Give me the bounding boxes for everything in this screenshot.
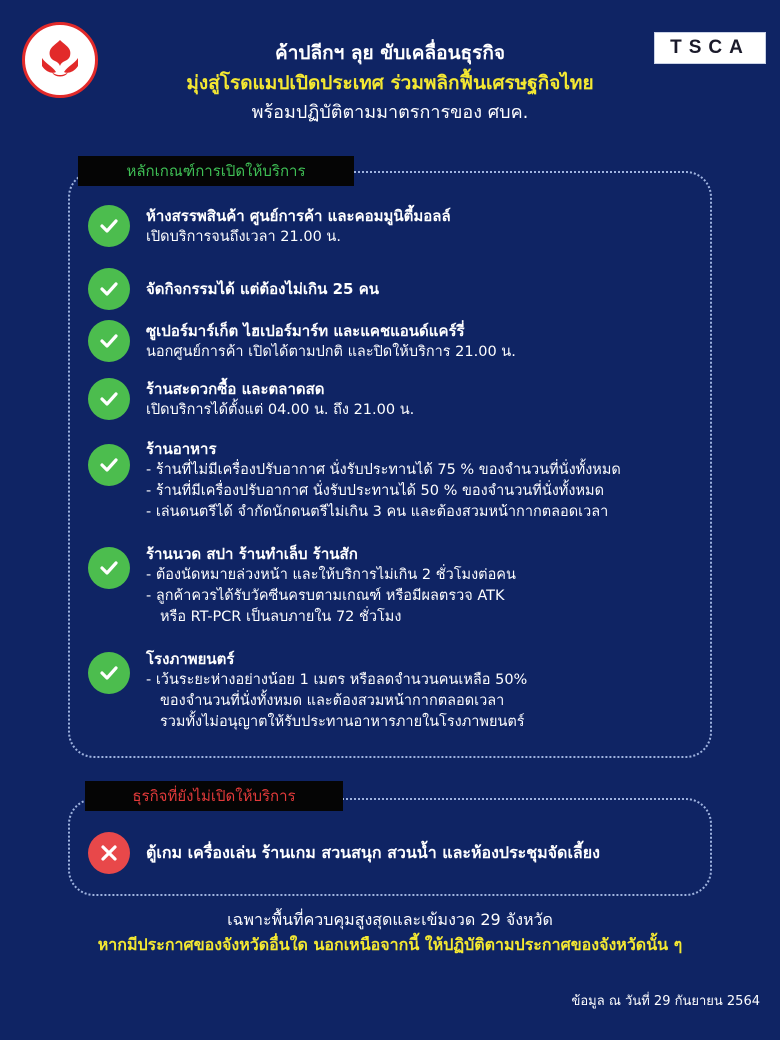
list-item xyxy=(88,648,708,733)
item-detail: - ต้องนัดหมายล่วงหน้า และให้บริการไม่เกิน 2 ชั่วโมงต่อคน xyxy=(146,567,516,583)
lotus-icon xyxy=(32,32,88,88)
tsca-logo: TSCA xyxy=(654,32,766,64)
list-item xyxy=(88,205,708,248)
item-title: โรงภาพยนตร์ xyxy=(146,650,235,668)
headline-3: พร้อมปฏิบัติตามมาตรการของ ศบค. xyxy=(251,102,529,123)
item-title: ร้านอาหาร xyxy=(146,440,217,458)
item-detail: - ร้านที่ไม่มีเครื่องปรับอากาศ นั่งรับประทานได้ 75 % ของจำนวนที่นั่งทั้งหมด xyxy=(146,462,621,478)
check-icon xyxy=(88,378,130,420)
list-item xyxy=(88,378,708,421)
cross-icon xyxy=(88,832,130,874)
data-date: ข้อมูล ณ วันที่ 29 กันยายน 2564 xyxy=(571,994,760,1009)
item-detail: - ลูกค้าควรได้รับวัคซีนครบตามเกณฑ์ หรือมีผลตรวจ ATK xyxy=(146,588,505,604)
check-icon xyxy=(88,547,130,589)
closed-section-tag: ธุรกิจที่ยังไม่เปิดให้บริการ xyxy=(85,781,343,811)
item-detail: รวมทั้งไม่อนุญาตให้รับประทานอาหารภายในโรงภาพยนตร์ xyxy=(160,714,525,730)
item-title: ร้านนวด สปา ร้านทำเล็บ ร้านสัก xyxy=(146,545,358,563)
item-detail: - เว้นระยะห่างอย่างน้อย 1 เมตร หรือลดจำนวนคนเหลือ 50% xyxy=(146,672,528,688)
check-icon xyxy=(88,444,130,486)
item-detail: - ร้านที่มีเครื่องปรับอากาศ นั่งรับประทานได้ 50 % ของจำนวนที่นั่งทั้งหมด xyxy=(146,483,604,499)
item-title: ห้างสรรพสินค้า ศูนย์การค้า และคอมมูนิตี้มอลล์ xyxy=(146,207,451,225)
closed-item: ตู้เกม เครื่องเล่น ร้านเกม สวนสนุก สวนน้ำ และห้องประชุมจัดเลี้ยง xyxy=(146,843,600,862)
item-detail: เปิดบริการได้ตั้งแต่ 04.00 น. ถึง 21.00 น. xyxy=(146,402,415,418)
check-icon xyxy=(88,652,130,694)
footer-scope-note: เฉพาะพื้นที่ควบคุมสูงสุดและเข้มงวด 29 จังหวัด xyxy=(227,910,553,929)
list-item xyxy=(88,268,708,310)
item-title: ซูเปอร์มาร์เก็ต ไฮเปอร์มาร์ท และแคชแอนด์แคร์รี่ xyxy=(146,322,465,340)
item-detail: เปิดบริการจนถึงเวลา 21.00 น. xyxy=(146,229,341,245)
list-item xyxy=(88,320,708,363)
item-detail: - เล่นดนตรีได้ จำกัดนักดนตรีไม่เกิน 3 คน และต้องสวมหน้ากากตลอดเวลา xyxy=(146,504,609,520)
item-title: จัดกิจกรรมได้ แต่ต้องไม่เกิน 25 คน xyxy=(146,280,379,298)
list-item xyxy=(88,438,708,523)
page-header xyxy=(110,38,670,128)
open-section-tag: หลักเกณฑ์การเปิดให้บริการ xyxy=(78,156,354,186)
item-detail: นอกศูนย์การค้า เปิดได้ตามปกติ และปิดให้บริการ 21.00 น. xyxy=(146,344,516,360)
headline-2: มุ่งสู่โรดแมปเปิดประเทศ ร่วมพลิกฟื้นเศรษฐกิจไทย xyxy=(186,72,594,94)
footer-provincial-note: หากมีประกาศของจังหวัดอื่นใด นอกเหนือจากนี้ ให้ปฏิบัติตามประกาศของจังหวัดนั้น ๆ xyxy=(97,935,683,954)
check-icon xyxy=(88,205,130,247)
item-detail: หรือ RT-PCR เป็นลบภายใน 72 ชั่วโมง xyxy=(160,609,402,625)
item-detail: ของจำนวนที่นั่งทั้งหมด และต้องสวมหน้ากากตลอดเวลา xyxy=(160,693,505,709)
check-icon xyxy=(88,268,130,310)
list-item xyxy=(88,543,708,628)
check-icon xyxy=(88,320,130,362)
list-item xyxy=(88,832,708,874)
headline-1: ค้าปลีกฯ ลุย ขับเคลื่อนธุรกิจ xyxy=(275,42,505,64)
item-title: ร้านสะดวกซื้อ และตลาดสด xyxy=(146,380,325,398)
association-logo xyxy=(22,22,98,98)
